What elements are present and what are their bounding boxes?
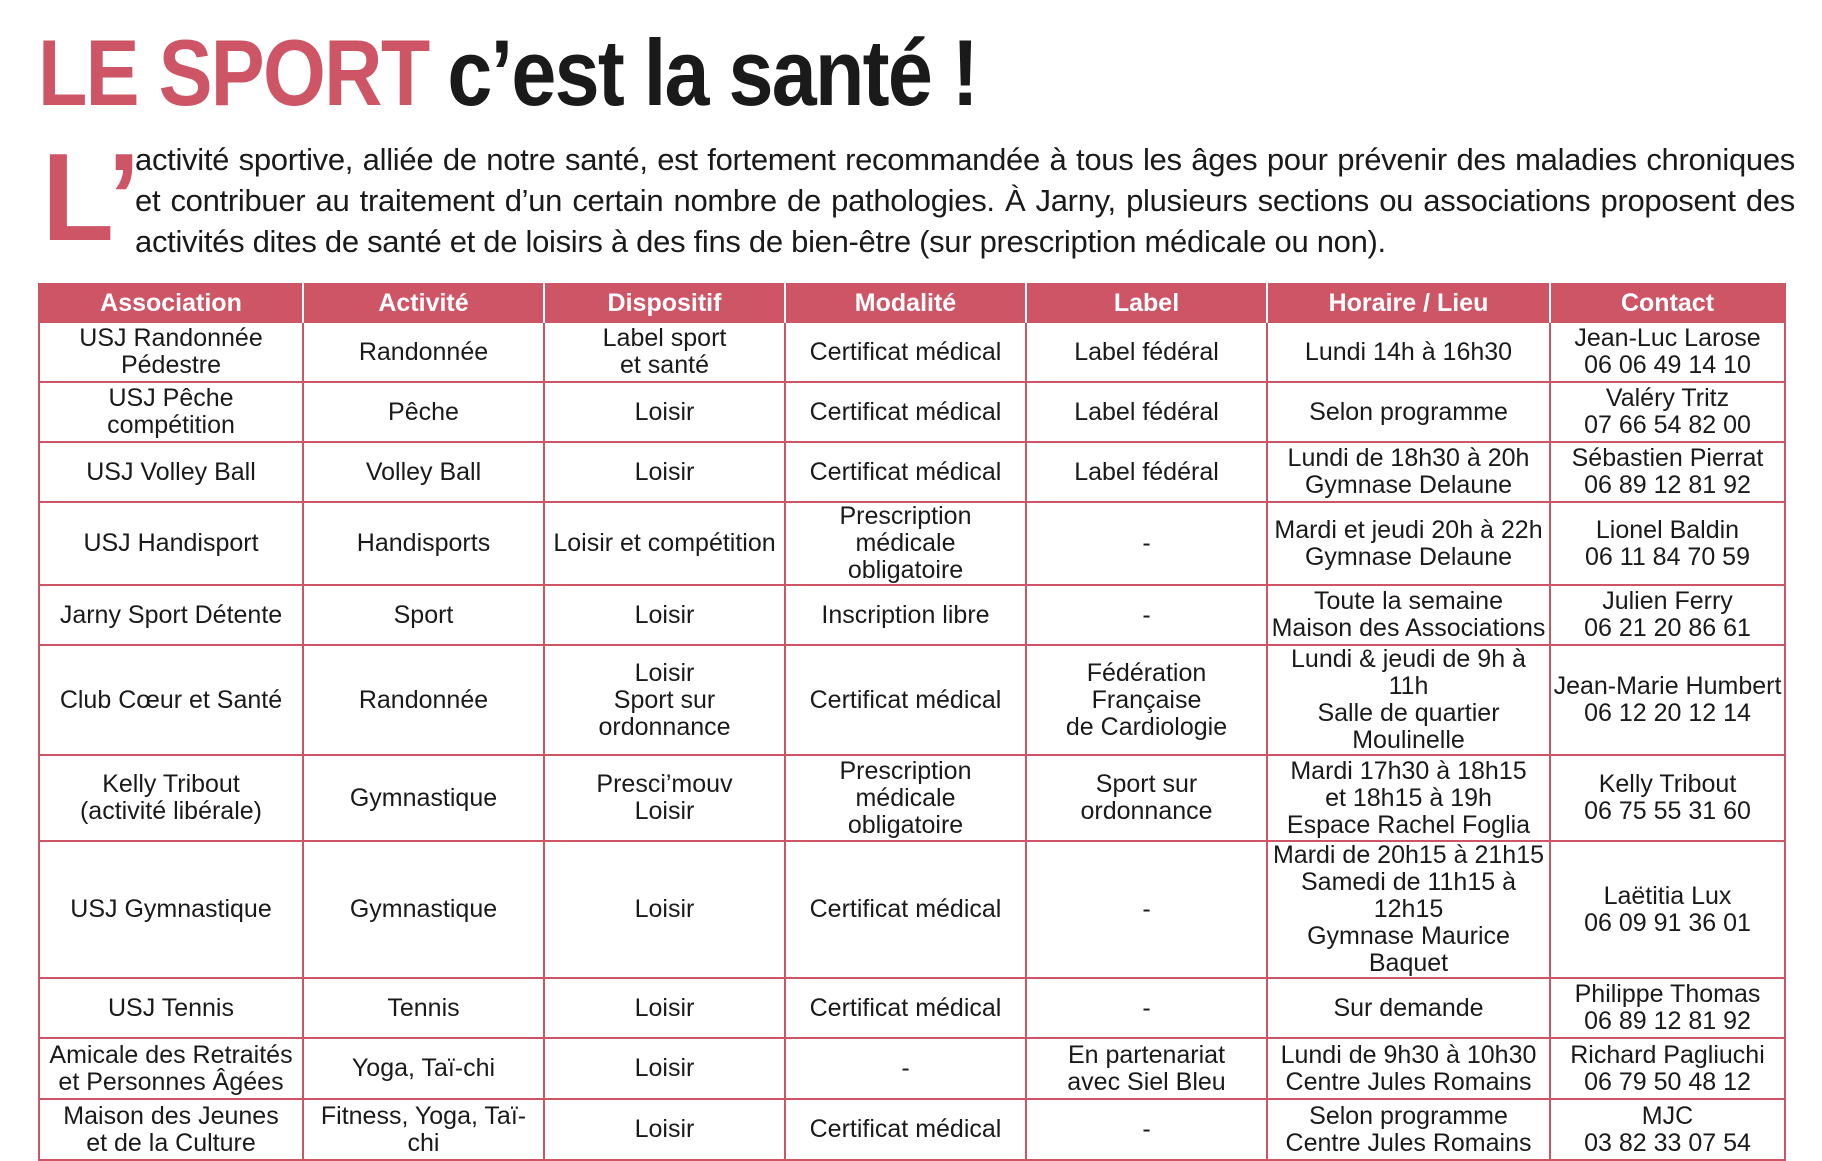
table-row xyxy=(39,1099,1785,1160)
cell-activite: Gymnastique xyxy=(303,755,544,841)
cell-label: Sport sur ordonnance xyxy=(1026,755,1267,841)
cell-label: - xyxy=(1026,1099,1267,1160)
cell-contact: Jean-Marie Humbert 06 12 20 12 14 xyxy=(1550,645,1785,755)
intro-paragraph: activité sportive, alliée de notre santé, est fortement recommandée à tous les âges pour prévenir des maladies chroniques et contribuer au traitement d’un certain nombre de pathologies. À Jarny, plusieurs sections ou associations proposent des activités dites de santé et de loisirs à des fins de bien-être (sur prescription médicale ou non). xyxy=(135,142,1795,259)
cell-contact: Julien Ferry 06 21 20 86 61 xyxy=(1550,585,1785,645)
table-row xyxy=(39,755,1785,841)
cell-association: USJ Gymnastique xyxy=(39,841,303,978)
cell-horaire-lieu: Lundi de 18h30 à 20h Gymnase Delaune xyxy=(1267,442,1550,502)
header-contact: Contact xyxy=(1550,284,1785,322)
table-row xyxy=(39,442,1785,502)
title-rest: c’est la santé ! xyxy=(447,20,978,125)
cell-dispositif: Loisir xyxy=(544,1099,785,1160)
cell-horaire-lieu: Lundi 14h à 16h30 xyxy=(1267,322,1550,382)
table-row xyxy=(39,322,1785,382)
cell-label: - xyxy=(1026,978,1267,1038)
cell-label: En partenariat avec Siel Bleu xyxy=(1026,1038,1267,1099)
cell-association: Jarny Sport Détente xyxy=(39,585,303,645)
cell-contact: MJC 03 82 33 07 54 xyxy=(1550,1099,1785,1160)
cell-association: USJ Randonnée Pédestre xyxy=(39,322,303,382)
cell-contact: Laëtitia Lux 06 09 91 36 01 xyxy=(1550,841,1785,978)
table-row xyxy=(39,502,1785,585)
cell-modalite: Certificat médical xyxy=(785,841,1026,978)
cell-association: Kelly Tribout (activité libérale) xyxy=(39,755,303,841)
table-row xyxy=(39,978,1785,1038)
table-row xyxy=(39,1038,1785,1099)
cell-activite: Sport xyxy=(303,585,544,645)
cell-dispositif: Loisir xyxy=(544,382,785,442)
cell-dispositif: Loisir xyxy=(544,1038,785,1099)
cell-contact: Richard Pagliuchi 06 79 50 48 12 xyxy=(1550,1038,1785,1099)
cell-modalite: Certificat médical xyxy=(785,382,1026,442)
cell-modalite: Inscription libre xyxy=(785,585,1026,645)
cell-horaire-lieu: Mardi et jeudi 20h à 22h Gymnase Delaune xyxy=(1267,502,1550,585)
cell-contact: Valéry Tritz 07 66 54 82 00 xyxy=(1550,382,1785,442)
cell-association: Amicale des Retraités et Personnes Âgées xyxy=(39,1038,303,1099)
cell-horaire-lieu: Selon programme Centre Jules Romains xyxy=(1267,1099,1550,1160)
cell-dispositif: Loisir xyxy=(544,442,785,502)
cell-activite: Handisports xyxy=(303,502,544,585)
cell-label: Fédération Française de Cardiologie xyxy=(1026,645,1267,755)
cell-modalite: Certificat médical xyxy=(785,322,1026,382)
table-row xyxy=(39,585,1785,645)
cell-activite: Pêche xyxy=(303,382,544,442)
cell-dispositif: Presci’mouv Loisir xyxy=(544,755,785,841)
cell-modalite: Certificat médical xyxy=(785,978,1026,1038)
cell-modalite: Certificat médical xyxy=(785,442,1026,502)
header-activite: Activité xyxy=(303,284,544,322)
cell-horaire-lieu: Toute la semaine Maison des Associations xyxy=(1267,585,1550,645)
header-association: Association xyxy=(39,284,303,322)
cell-dispositif: Loisir xyxy=(544,841,785,978)
cell-horaire-lieu: Selon programme xyxy=(1267,382,1550,442)
header-dispositif: Dispositif xyxy=(544,284,785,322)
cell-association: Club Cœur et Santé xyxy=(39,645,303,755)
title-highlight: LE SPORT xyxy=(38,20,429,125)
cell-label: Label fédéral xyxy=(1026,322,1267,382)
cell-association: USJ Handisport xyxy=(39,502,303,585)
table-row xyxy=(39,645,1785,755)
header-horaire-lieu: Horaire / Lieu xyxy=(1267,284,1550,322)
cell-contact: Lionel Baldin 06 11 84 70 59 xyxy=(1550,502,1785,585)
cell-label: - xyxy=(1026,585,1267,645)
cell-horaire-lieu: Lundi de 9h30 à 10h30 Centre Jules Romains xyxy=(1267,1038,1550,1099)
cell-dispositif: Loisir et compétition xyxy=(544,502,785,585)
cell-association: USJ Tennis xyxy=(39,978,303,1038)
cell-horaire-lieu: Lundi & jeudi de 9h à 11h Salle de quartier Moulinelle xyxy=(1267,645,1550,755)
cell-contact: Sébastien Pierrat 06 89 12 81 92 xyxy=(1550,442,1785,502)
table-row xyxy=(39,382,1785,442)
cell-contact: Kelly Tribout 06 75 55 31 60 xyxy=(1550,755,1785,841)
table-row xyxy=(39,841,1785,978)
cell-association: USJ Pêche compétition xyxy=(39,382,303,442)
cell-modalite: Certificat médical xyxy=(785,1099,1026,1160)
cell-dispositif: Loisir xyxy=(544,585,785,645)
cell-association: Maison des Jeunes et de la Culture xyxy=(39,1099,303,1160)
header-label: Label xyxy=(1026,284,1267,322)
cell-activite: Tennis xyxy=(303,978,544,1038)
cell-modalite: Prescription médicale obligatoire xyxy=(785,755,1026,841)
table-header-row xyxy=(39,284,1785,322)
cell-horaire-lieu: Mardi 17h30 à 18h15 et 18h15 à 19h Espace Rachel Foglia xyxy=(1267,755,1550,841)
cell-horaire-lieu: Sur demande xyxy=(1267,978,1550,1038)
cell-activite: Yoga, Taï-chi xyxy=(303,1038,544,1099)
associations-table xyxy=(38,283,1786,1161)
header-modalite: Modalité xyxy=(785,284,1026,322)
page-title xyxy=(38,18,977,128)
cell-label: Label fédéral xyxy=(1026,382,1267,442)
cell-modalite: Certificat médical xyxy=(785,645,1026,755)
cell-activite: Fitness, Yoga, Taï- chi xyxy=(303,1099,544,1160)
cell-dispositif: Label sport et santé xyxy=(544,322,785,382)
cell-dispositif: Loisir xyxy=(544,978,785,1038)
cell-label: - xyxy=(1026,502,1267,585)
cell-dispositif: Loisir Sport sur ordonnance xyxy=(544,645,785,755)
cell-activite: Volley Ball xyxy=(303,442,544,502)
cell-label: - xyxy=(1026,841,1267,978)
cell-activite: Gymnastique xyxy=(303,841,544,978)
cell-contact: Jean-Luc Larose 06 06 49 14 10 xyxy=(1550,322,1785,382)
drop-cap: L’ xyxy=(42,129,141,267)
cell-contact: Philippe Thomas 06 89 12 81 92 xyxy=(1550,978,1785,1038)
cell-activite: Randonnée xyxy=(303,322,544,382)
cell-horaire-lieu: Mardi de 20h15 à 21h15 Samedi de 11h15 à 12h15 Gymnase Maurice Baquet xyxy=(1267,841,1550,978)
cell-label: Label fédéral xyxy=(1026,442,1267,502)
cell-modalite: - xyxy=(785,1038,1026,1099)
cell-modalite: Prescription médicale obligatoire xyxy=(785,502,1026,585)
cell-association: USJ Volley Ball xyxy=(39,442,303,502)
cell-activite: Randonnée xyxy=(303,645,544,755)
